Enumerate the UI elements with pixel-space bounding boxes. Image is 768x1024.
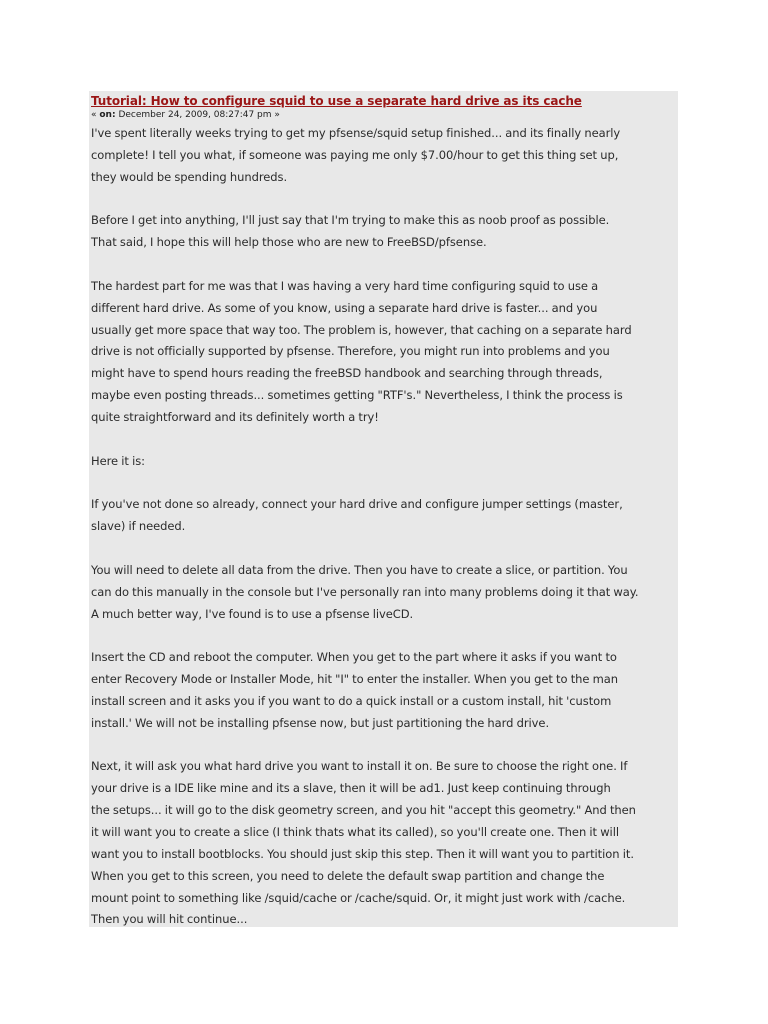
paragraph-line: The hardest part for me was that I was having a very hard time configuring squid to use a: [91, 278, 599, 293]
paragraph-line: quite straightforward and its definitely worth a try!: [91, 409, 379, 424]
paragraph-line: your drive is a IDE like mine and its a slave, then it will be ad1. Just keep continuing through: [91, 781, 611, 796]
post-paragraph: [91, 276, 678, 429]
paragraph-line: Insert the CD and reboot the computer. When you get to the part where it asks if you want to: [91, 650, 617, 665]
paragraph-line: When you get to this screen, you need to delete the default swap partition and change the: [91, 868, 605, 883]
post-paragraph: [91, 451, 678, 473]
post-date: December 24, 2009, 08:27:47 pm »: [115, 110, 280, 120]
paragraph-line: want you to install bootblocks. You should just skip this step. Then it will want you to partition it.: [91, 846, 634, 861]
paragraph-line: slave) if needed.: [91, 519, 186, 534]
meta-on-label: on:: [99, 110, 116, 120]
paragraph-line: install.' We will not be installing pfsense now, but just partitioning the hard drive.: [91, 715, 550, 730]
paragraph-line: might have to spend hours reading the freeBSD handbook and searching through threads,: [91, 366, 603, 381]
paragraph-line: Here it is:: [91, 453, 145, 468]
paragraph-line: different hard drive. As some of you know, using a separate hard drive is faster... and you: [91, 300, 598, 315]
post-paragraph: [91, 647, 678, 734]
paragraph-line: it will want you to create a slice (I think thats what its called), so you'll create one. Then it will: [91, 825, 619, 839]
paragraph-line: usually get more space that way too. The problem is, however, that caching on a separate hard: [91, 322, 632, 337]
paragraph-line: Then you will hit continue...: [91, 912, 248, 927]
post-paragraph: [91, 210, 678, 254]
paragraph-line: I've spent literally weeks trying to get my pfsense/squid setup finished... and its finally nearly: [91, 126, 621, 140]
paragraph-line: drive is not officially supported by pfsense. Therefore, you might run into problems and you: [91, 344, 610, 359]
post-title-link[interactable]: Tutorial: How to configure squid to use a separate hard drive as its cache: [91, 94, 582, 108]
post-meta: [91, 109, 678, 122]
post-paragraph: [91, 560, 678, 626]
post-paragraph: [91, 123, 678, 189]
paragraph-line: maybe even posting threads... sometimes getting "RTF's." Nevertheless, I think the process is: [91, 388, 623, 403]
paragraph-line: the setups... it will go to the disk geometry screen, and you hit "accept this geometry." And then: [91, 803, 636, 818]
paragraph-line: mount point to something like /squid/cache or /cache/squid. Or, it might just work with /cache.: [91, 890, 626, 905]
paragraph-line: A much better way, I've found is to use a pfsense liveCD.: [91, 606, 414, 621]
paragraph-line: enter Recovery Mode or Installer Mode, hit "I" to enter the installer. When you get to the man: [91, 672, 619, 687]
paragraph-line: complete! I tell you what, if someone was paying me only $7.00/hour to get this thing set up,: [91, 147, 619, 162]
meta-prefix: «: [91, 110, 100, 120]
paragraph-line: That said, I hope this will help those who are new to FreeBSD/pfsense.: [91, 235, 487, 250]
paragraph-line: can do this manually in the console but I've personally ran into many problems doing it that way.: [91, 584, 639, 599]
post-body: [91, 123, 678, 927]
forum-post: [89, 91, 678, 927]
paragraph-line: they would be spending hundreds.: [91, 169, 288, 184]
paragraph-line: If you've not done so already, connect your hard drive and configure jumper settings (master,: [91, 497, 623, 512]
post-paragraph: [91, 494, 678, 538]
paragraph-line: install screen and it asks you if you want to do a quick install or a custom install, hit 'custom: [91, 693, 612, 708]
paragraph-line: Before I get into anything, I'll just say that I'm trying to make this as noob proof as possible.: [91, 213, 610, 228]
paragraph-line: Next, it will ask you what hard drive you want to install it on. Be sure to choose the right one. If: [91, 759, 628, 774]
paragraph-line: You will need to delete all data from the drive. Then you have to create a slice, or partition. You: [91, 562, 628, 577]
post-paragraph: [91, 756, 678, 927]
